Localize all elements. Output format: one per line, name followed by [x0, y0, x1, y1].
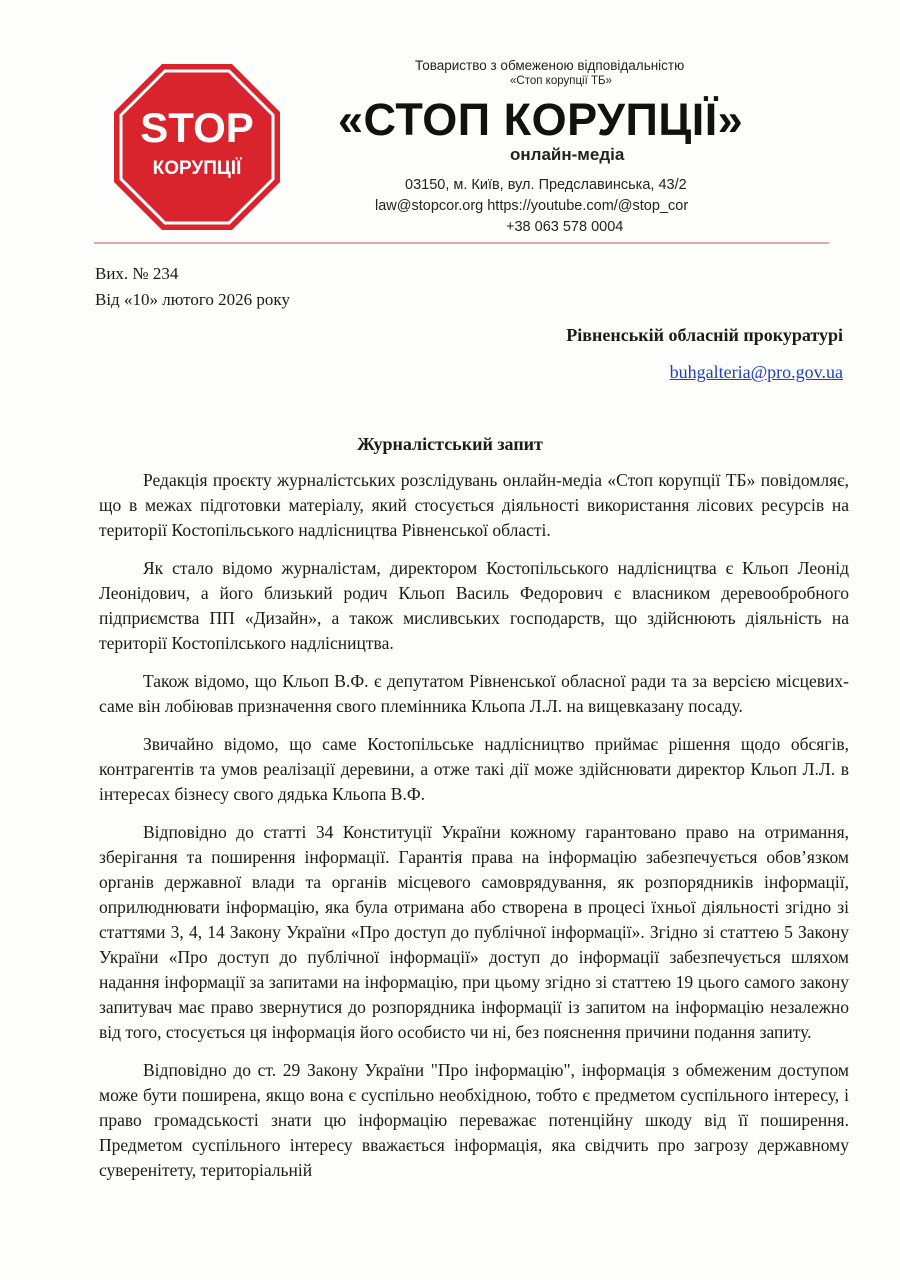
body-paragraph: Звичайно відомо, що саме Костопільське надлісництво приймає рішення щодо обсягів, контрагентів та умов реалізації деревини, а отже такі дії може здійснювати директор Кльоп Л.Л. в інтересах бізнесу свого дядька Кльопа В.Ф. [99, 734, 849, 804]
logo-sub-text: КОРУПЦІЇ [152, 158, 242, 179]
letter-date: Від «10» лютого 2026 року [95, 290, 290, 309]
org-short-name: «Стоп корупції ТБ» [510, 75, 612, 87]
body-paragraph: Редакція проєкту журналістських розслідувань онлайн-медіа «Стоп корупції ТБ» повідомляє, що в межах підготовки матеріалу, який стосується діяльності використання лісових ресурсів на території Костопільського надлісництва Рівненської області. [99, 470, 849, 540]
recipient-name: Рівненській обласній прокуратурі [566, 325, 843, 345]
contact-phone: +38 063 578 0004 [506, 219, 624, 235]
stop-corruption-logo [112, 62, 282, 232]
body-paragraph: Також відомо, що Кльоп В.Ф. є депутатом Рівненської обласної ради та за версією місцевих-саме він лобіював призначення свого племінника Кльопа Л.Л. на вищевказану посаду. [99, 671, 849, 716]
contact-address: 03150, м. Київ, вул. Предславинська, 43/2 [405, 177, 687, 193]
org-full-name: Товариство з обмеженою відповідальністю [415, 58, 685, 73]
body-paragraph: Відповідно до ст. 29 Закону України "Про інформацію", інформація з обмеженим доступом може бути поширена, якщо вона є суспільно необхідною, тобто є предметом суспільного інтересу, і право громадськості знати цю інформацію переважає потенційну шкоду від її поширення. Предметом суспільного інтересу вважається інформація, яка свідчить про загрозу державному суверенітету, територіальній [99, 1060, 849, 1180]
recipient-email-link[interactable]: buhgalteria@pro.gov.ua [669, 362, 843, 382]
outgoing-number: Вих. № 234 [95, 264, 179, 283]
brand-subtitle: онлайн-медіа [510, 145, 625, 164]
brand-title: «СТОП КОРУПЦІЇ» [338, 94, 744, 145]
body-paragraph: Як стало відомо журналістам, директором Костопільського надлісництва є Кльоп Леонід Леонідович, а його близький родич Кльоп Василь Федорович є власником деревообробного підприємства ПП «Дизайн», а також мисливських господарств, що здійснюють діяльність на території Костопілського надлісництва. [99, 558, 849, 653]
document-body [99, 468, 849, 1196]
document-title: Журналістський запит [357, 434, 543, 454]
logo-stop-text: STOP [140, 104, 254, 151]
body-paragraph: Відповідно до статті 34 Конституції України кожному гарантовано право на отримання, зберігання та поширення інформації. Гарантія права на інформацію забезпечується обов’язком органів державної влади та органів місцевого самоврядування, як розпорядників інформації, оприлюднювати інформацію, яка була отримана або створена в процесі їхньої діяльності згідно зі статтями 3, 4, 14 Закону України «Про доступ до публічної інформації». Згідно зі статтею 5 Закону України «Про доступ до публічної інформації» доступ до інформації забезпечується шляхом надання інформації за запитами на інформацію, при цьому згідно зі статтею 19 цього самого закону запитувач має право звернутися до розпорядника інформації із запитом на інформацію незалежно від того, стосується ця інформація його особисто чи ні, без пояснення причини подання запиту. [99, 822, 849, 1042]
letterhead-divider [94, 242, 829, 244]
contact-email-site: law@stopcor.org https://youtube.com/@stop_cor [375, 198, 689, 214]
